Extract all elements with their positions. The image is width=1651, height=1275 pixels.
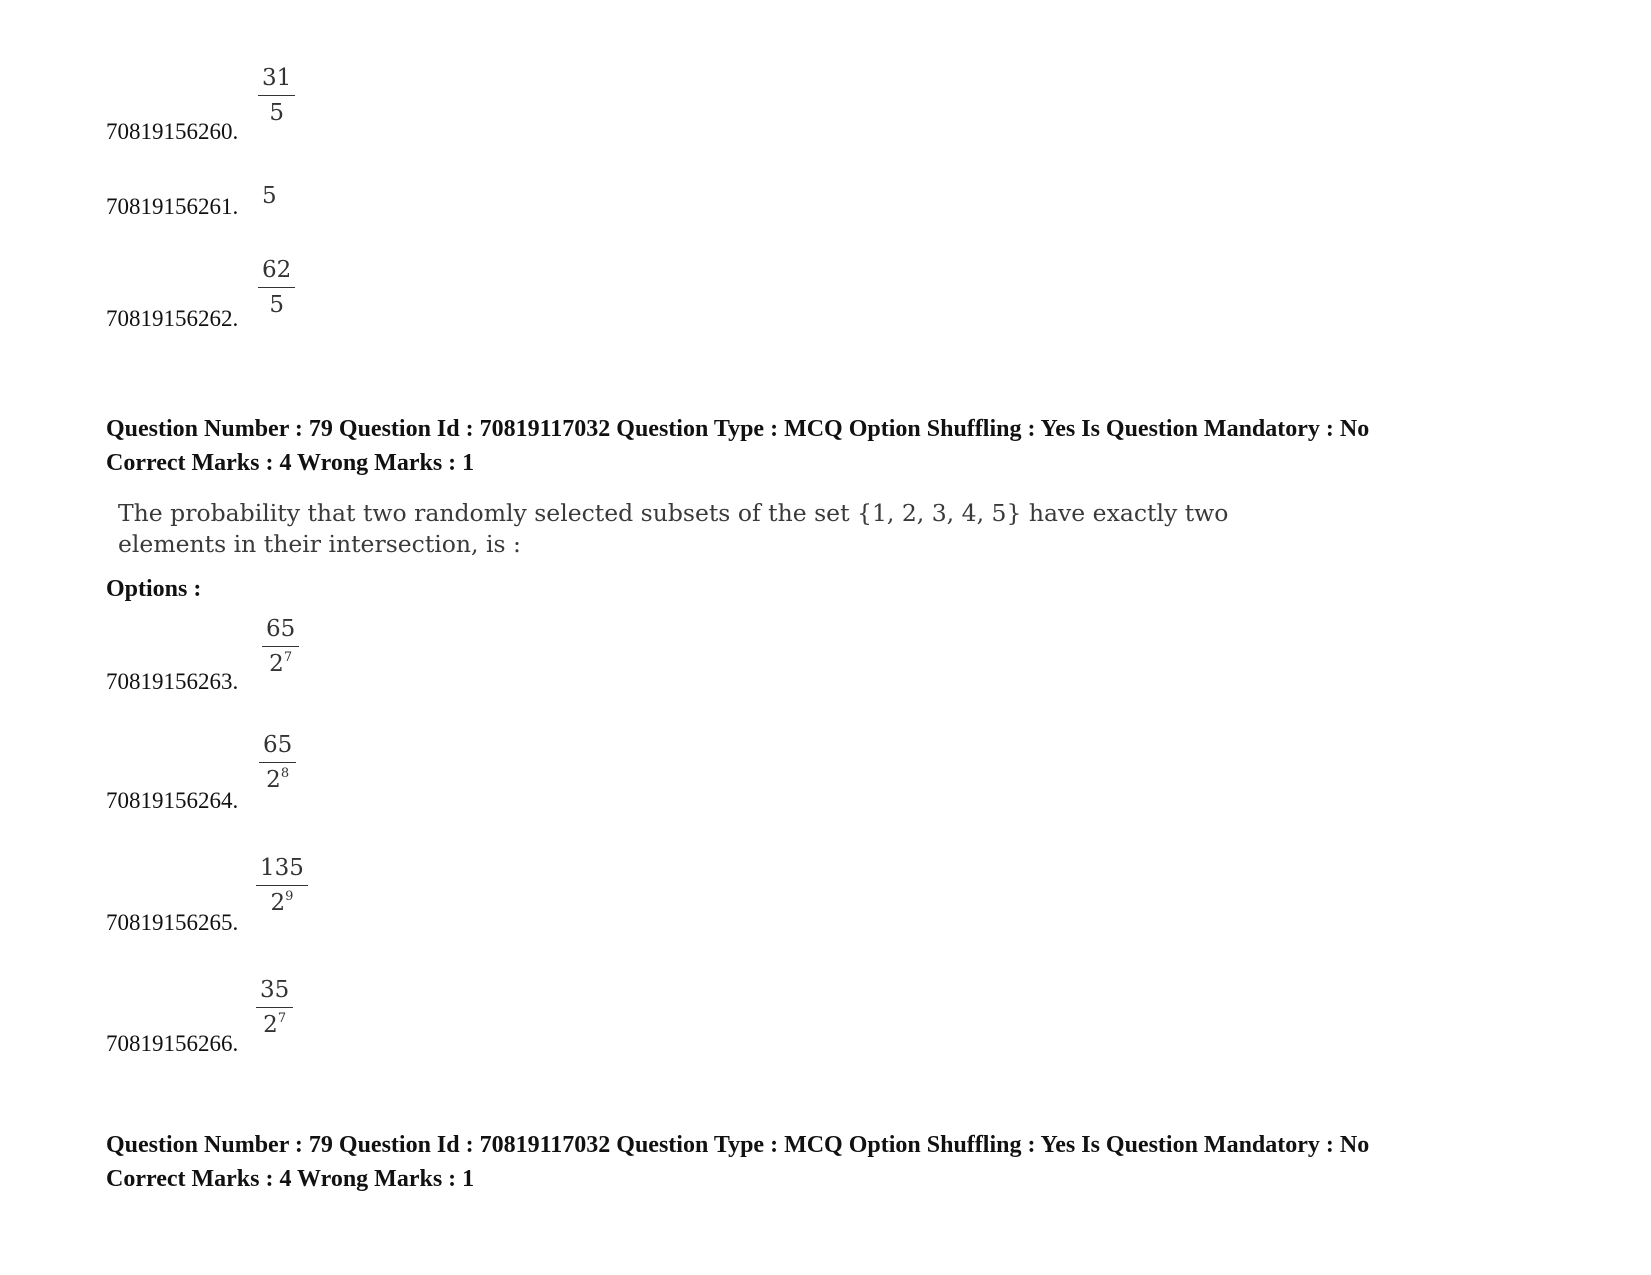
- option-id: 70819156264.: [106, 788, 239, 813]
- fraction-numerator: 135: [256, 853, 308, 886]
- option-fraction: [256, 975, 293, 1040]
- denominator-base: 2: [266, 767, 281, 793]
- fraction-numerator: 35: [256, 975, 293, 1008]
- denominator-base: 5: [269, 100, 284, 126]
- option-value: 5: [262, 183, 277, 209]
- option-2: [106, 730, 706, 830]
- fraction-numerator: 65: [259, 730, 296, 763]
- option-fraction: [258, 255, 295, 320]
- fraction-denominator: [259, 763, 296, 795]
- fraction-numerator: 65: [262, 614, 299, 647]
- option-fraction: [258, 63, 295, 128]
- question-header-line1: Question Number : 79 Question Id : 70819117032 Question Type : MCQ Option Shuffling : Yes Is Question Mandatory : No: [106, 416, 1370, 442]
- denominator-base: 2: [263, 1012, 278, 1038]
- option-fraction: [256, 853, 308, 918]
- option-id: 70819156260.: [106, 119, 239, 144]
- denominator-exponent: 9: [285, 889, 294, 904]
- fraction-denominator: [258, 288, 295, 320]
- option-id: 70819156262.: [106, 306, 239, 331]
- fraction-denominator: [256, 886, 308, 918]
- fraction-denominator: [256, 1008, 293, 1040]
- options-label: Options :: [106, 576, 202, 602]
- option-id: 70819156265.: [106, 910, 239, 935]
- option-fraction: [262, 614, 299, 679]
- fraction-numerator: 31: [258, 63, 295, 96]
- option-fraction: [259, 730, 296, 795]
- option-id: 70819156261.: [106, 194, 239, 219]
- next-question-header-line2: Correct Marks : 4 Wrong Marks : 1: [106, 1166, 475, 1192]
- option-1: [106, 614, 706, 714]
- denominator-exponent: 8: [280, 766, 290, 781]
- next-question-header-line1: Question Number : 79 Question Id : 70819117032 Question Type : MCQ Option Shuffling : Yes Is Question Mandatory : No: [106, 1132, 1370, 1158]
- option-id: 70819156263.: [106, 669, 239, 694]
- question-header-line2: Correct Marks : 4 Wrong Marks : 1: [106, 450, 475, 476]
- option-4: [106, 975, 706, 1075]
- fraction-denominator: [262, 647, 299, 679]
- denominator-exponent: 7: [283, 650, 293, 665]
- denominator-base: 2: [270, 890, 286, 916]
- fraction-denominator: [258, 96, 295, 128]
- option-id: 70819156266.: [106, 1031, 239, 1056]
- question-text: The probability that two randomly selected subsets of the set {1, 2, 3, 4, 5} have exactly two elements in their intersection, is :: [118, 499, 1229, 558]
- prev-option-1: [106, 60, 706, 160]
- fraction-numerator: 62: [258, 255, 295, 288]
- prev-option-3: [106, 255, 706, 355]
- denominator-base: 5: [269, 292, 284, 318]
- denominator-base: 2: [269, 651, 284, 677]
- option-3: [106, 853, 706, 953]
- denominator-exponent: 7: [277, 1011, 287, 1026]
